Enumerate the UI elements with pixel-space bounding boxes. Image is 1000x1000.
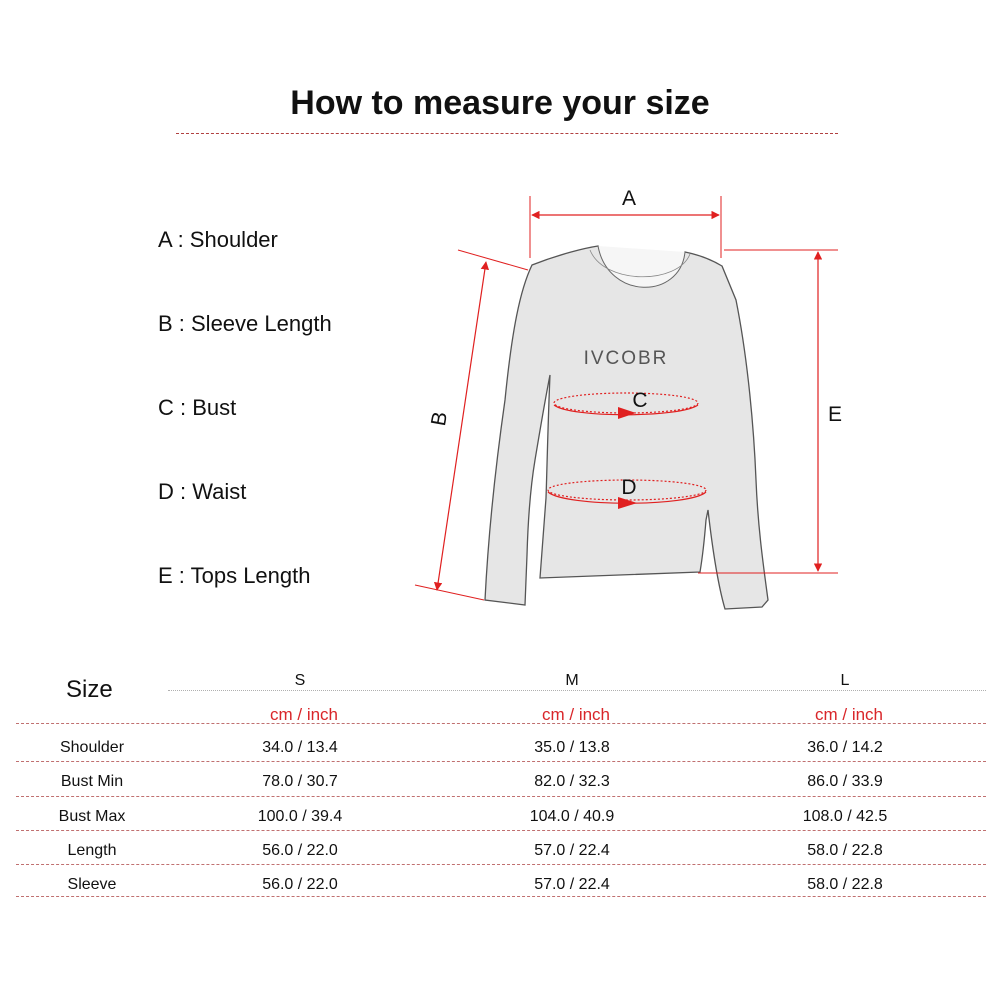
- row-label-bust-max: Bust Max: [58, 808, 126, 825]
- legend-waist: D : Waist: [158, 479, 247, 504]
- size-col-s: S: [294, 672, 306, 689]
- row-rule: [16, 761, 986, 762]
- measure-a-shoulder: [530, 187, 721, 258]
- table-cell: 78.0 / 30.7: [262, 773, 338, 790]
- label-e: E: [827, 403, 843, 426]
- table-cell: 36.0 / 14.2: [807, 739, 883, 756]
- row-rule: [16, 796, 986, 797]
- table-cell: 108.0 / 42.5: [802, 808, 888, 825]
- row-rule: [16, 896, 986, 897]
- table-cell: 100.0 / 39.4: [257, 808, 343, 825]
- unit-label-l: cm / inch: [814, 705, 884, 724]
- row-rule: [16, 830, 986, 831]
- table-cell: 86.0 / 33.9: [807, 773, 883, 790]
- unit-label-s: cm / inch: [269, 705, 339, 724]
- row-rule: [16, 864, 986, 865]
- page-title: How to measure your size: [290, 84, 710, 122]
- row-label-bust-min: Bust Min: [60, 773, 124, 790]
- row-label-shoulder: Shoulder: [59, 739, 125, 756]
- table-cell: 56.0 / 22.0: [262, 842, 338, 859]
- row-rule: [16, 723, 986, 724]
- size-col-m: M: [565, 672, 579, 689]
- unit-label-m: cm / inch: [541, 705, 611, 724]
- table-cell: 57.0 / 22.4: [534, 876, 610, 893]
- label-c: C: [632, 389, 648, 412]
- legend-bust: C : Bust: [158, 395, 237, 420]
- table-cell: 56.0 / 22.0: [262, 876, 338, 893]
- brand-logo: IVCOBR: [583, 348, 669, 369]
- table-cell: 58.0 / 22.8: [807, 876, 883, 893]
- table-cell: 35.0 / 13.8: [534, 739, 610, 756]
- row-label-length: Length: [67, 842, 117, 859]
- legend-sleeve-length: B : Sleeve Length: [158, 311, 332, 336]
- size-col-l: L: [840, 672, 850, 689]
- size-header: Size: [66, 676, 113, 703]
- table-cell: 104.0 / 40.9: [529, 808, 615, 825]
- sweater-illustration: [485, 246, 768, 609]
- legend-shoulder: A : Shoulder: [158, 227, 278, 252]
- row-label-sleeve: Sleeve: [67, 876, 117, 893]
- header-rule: [168, 690, 986, 691]
- table-cell: 82.0 / 32.3: [534, 773, 610, 790]
- legend-tops-length: E : Tops Length: [158, 563, 311, 588]
- table-cell: 58.0 / 22.8: [807, 842, 883, 859]
- table-cell: 34.0 / 13.4: [262, 739, 338, 756]
- label-d: D: [621, 476, 637, 499]
- label-a: A: [621, 187, 637, 210]
- table-cell: 57.0 / 22.4: [534, 842, 610, 859]
- label-b: B: [427, 409, 453, 428]
